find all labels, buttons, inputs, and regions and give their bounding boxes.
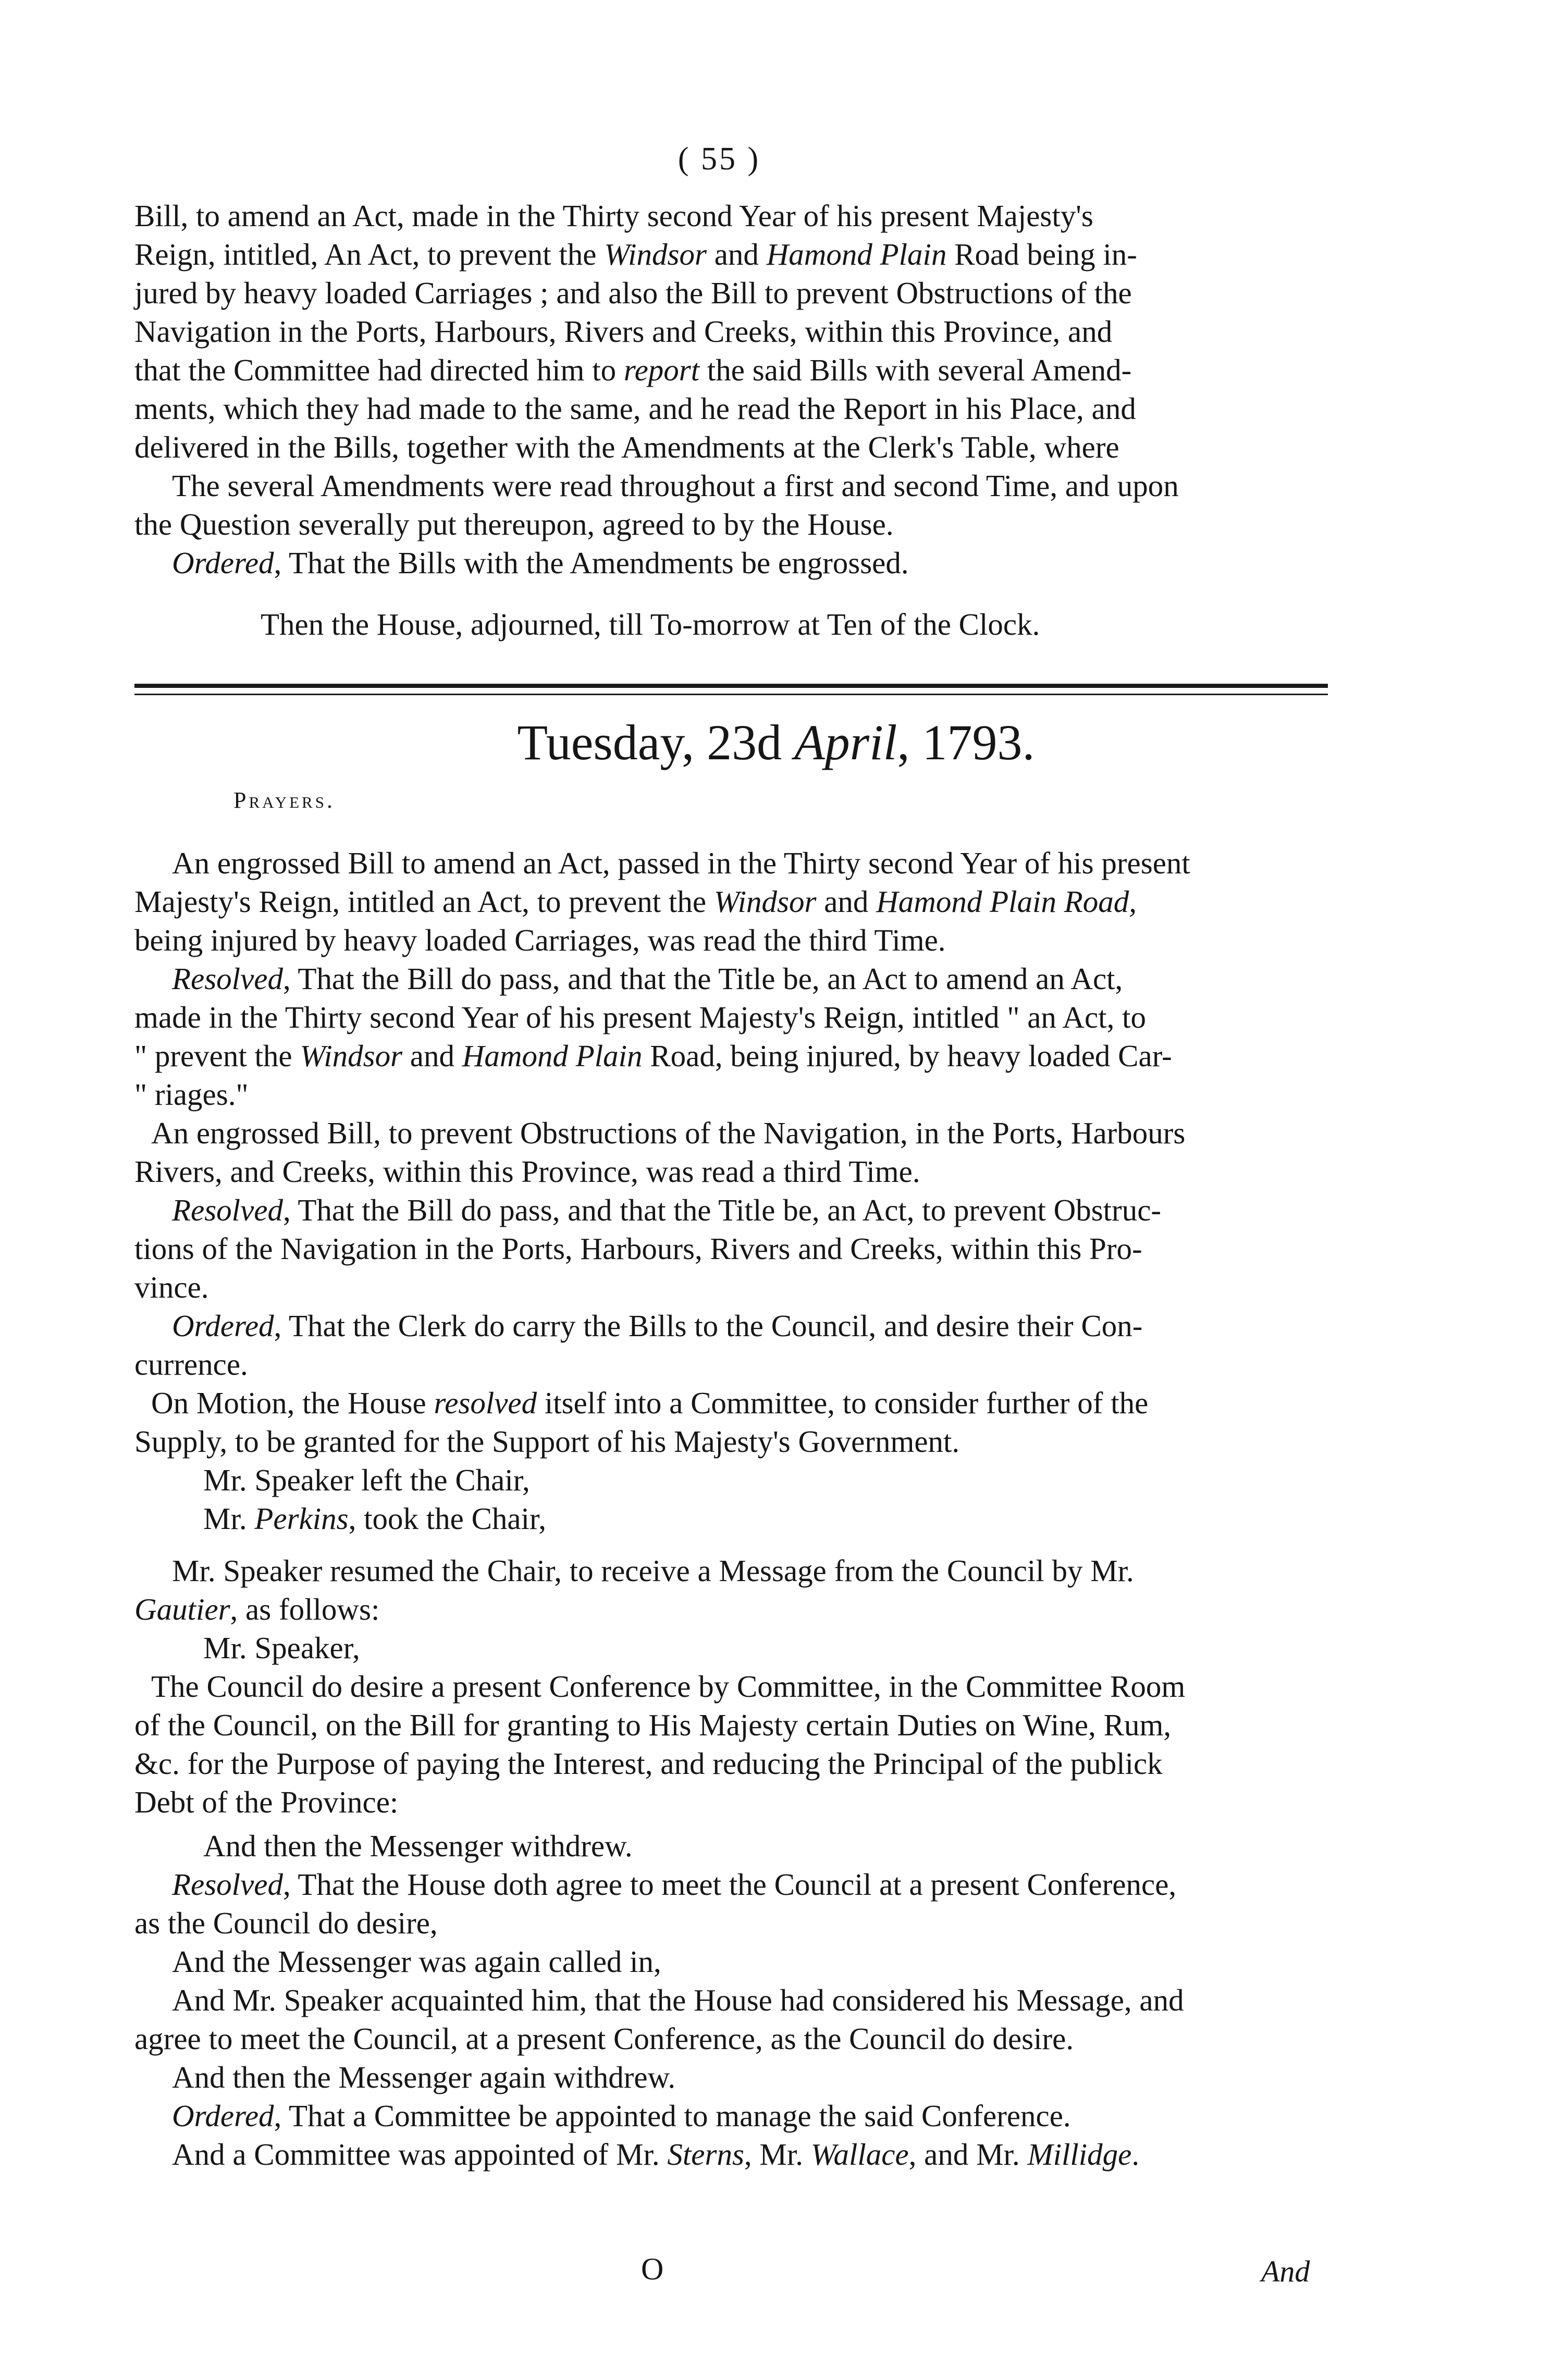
- text-segment: and: [402, 1039, 462, 1073]
- text-segment: the Question severally put thereupon, agreed to by the House.: [134, 507, 894, 541]
- session-date-heading: [0, 714, 1552, 771]
- italic-text: resolved: [434, 1386, 537, 1420]
- text-segment: An engrossed Bill, to prevent Obstructions of the Navigation, in the Ports, Harbours: [151, 1116, 1186, 1150]
- page-number: ( 55 ): [678, 141, 761, 177]
- text-segment: , That the Bills with the Amendments be engrossed.: [274, 546, 909, 580]
- text-segment: The Council do desire a present Conference by Committee, in the Committee Room: [151, 1669, 1186, 1704]
- italic-text: Resolved: [172, 1193, 283, 1227]
- text-segment: And Mr. Speaker acquainted him, that the House had considered his Message, and: [172, 1983, 1184, 2017]
- text-segment: And a Committee was appointed of Mr.: [172, 2137, 668, 2172]
- dateline-weekday-day: Tuesday, 23d: [517, 714, 795, 770]
- italic-text: Windsor: [300, 1039, 403, 1073]
- text-segment: as the Council do desire,: [134, 1906, 438, 1940]
- text-line: [134, 998, 1146, 1036]
- text-line: [134, 883, 1137, 920]
- text-segment: Road being in-: [946, 237, 1137, 272]
- text-line: [134, 390, 1136, 427]
- italic-text: Ordered: [172, 546, 274, 580]
- text-segment: Bill, to amend an Act, made in the Thirty second Year of his present Majesty's: [134, 199, 1093, 233]
- text-line: [134, 1230, 1142, 1267]
- text-line: [172, 1307, 1142, 1345]
- text-line: [172, 467, 1179, 504]
- text-line: [134, 1904, 438, 1942]
- text-line: [151, 1668, 1185, 1705]
- text-line: [203, 1461, 530, 1499]
- text-line: [172, 1943, 661, 1980]
- text-segment: , That the House doth agree to meet the Council at a present Conference,: [282, 1867, 1177, 1902]
- text-line: [134, 1268, 209, 1306]
- text-line: [134, 1076, 249, 1113]
- text-segment: , That the Bill do pass, and that the Title be, an Act to amend an Act,: [282, 961, 1123, 996]
- text-line: [172, 2058, 675, 2096]
- text-segment: &c. for the Purpose of paying the Interest, and reducing the Principal of the publick: [134, 1746, 1163, 1781]
- text-line: [134, 505, 894, 543]
- text-segment: Rivers, and Creeks, within this Province, was read a third Time.: [134, 1154, 920, 1189]
- text-segment: Supply, to be granted for the Support of his Majesty's Government.: [134, 1424, 960, 1459]
- text-segment: , That a Committee be appointed to manage the said Conference.: [274, 2099, 1071, 2133]
- text-segment: Mr. Speaker,: [203, 1631, 360, 1665]
- text-segment: Mr.: [203, 1501, 255, 1536]
- text-segment: Mr. Speaker left the Chair,: [203, 1463, 530, 1497]
- text-line: [172, 2097, 1071, 2135]
- text-segment: of the Council, on the Bill for granting to His Majesty certain Duties on Wine, Rum,: [134, 1708, 1172, 1742]
- italic-text: Millidge: [1027, 2137, 1132, 2172]
- italic-text: Perkins: [254, 1501, 349, 1536]
- text-line: [134, 236, 1137, 273]
- signature-mark: O: [641, 2252, 664, 2286]
- text-line: [172, 1981, 1184, 2019]
- section-rule-thin: [134, 694, 1328, 695]
- italic-text: Gautier: [134, 1592, 230, 1626]
- text-segment: On Motion, the House: [151, 1386, 434, 1420]
- text-segment: An engrossed Bill to amend an Act, passed in the Thirty second Year of his present: [172, 846, 1190, 880]
- text-line: [134, 2020, 1074, 2057]
- text-line: [134, 1706, 1171, 1744]
- italic-text: Wallace: [810, 2137, 909, 2172]
- text-segment: vince.: [134, 1270, 209, 1304]
- text-segment: Majesty's Reign, intitled an Act, to prevent the: [134, 884, 714, 919]
- text-segment: the said Bills with several Amend-: [699, 353, 1132, 387]
- text-line: [172, 1191, 1161, 1229]
- text-segment: made in the Thirty second Year of his present Majesty's Reign, intitled " an Act, to: [134, 1000, 1146, 1034]
- text-segment: and: [706, 237, 767, 272]
- text-line: [134, 1153, 920, 1190]
- text-segment: agree to meet the Council, at a present Conference, as the Council do desire.: [134, 2021, 1074, 2056]
- text-segment: delivered in the Bills, together with the Amendments at the Clerk's Table, where: [134, 430, 1119, 464]
- text-line: [172, 960, 1123, 997]
- italic-text: Hamond Plain: [766, 237, 947, 272]
- italic-text: Resolved: [172, 1867, 283, 1902]
- italic-text: Hamond Plain Road,: [876, 884, 1137, 919]
- text-line: [134, 1037, 1172, 1075]
- text-segment: " prevent the: [134, 1039, 300, 1073]
- text-line: [151, 1114, 1185, 1152]
- text-segment: that the Committee had directed him to: [134, 353, 624, 387]
- text-line: [203, 1827, 633, 1865]
- text-line: [134, 921, 946, 959]
- italic-text: Windsor: [604, 237, 707, 272]
- text-line: [134, 428, 1119, 466]
- text-segment: tions of the Navigation in the Ports, Harbours, Rivers and Creeks, within this Pro-: [134, 1231, 1142, 1266]
- text-segment: , That the Clerk do carry the Bills to the Council, and desire their Con-: [274, 1309, 1143, 1343]
- text-segment: Mr. Speaker resumed the Chair, to receive a Message from the Council by Mr.: [172, 1553, 1134, 1588]
- text-line: [134, 1590, 379, 1628]
- text-segment: Then the House, adjourned, till To-morrow at Ten of the Clock.: [261, 607, 1040, 642]
- text-segment: Debt of the Province:: [134, 1785, 399, 1819]
- text-line: [172, 2136, 1139, 2173]
- text-line: [134, 313, 1112, 350]
- text-segment: Road, being injured, by heavy loaded Car-: [642, 1039, 1172, 1073]
- text-segment: currence.: [134, 1347, 248, 1382]
- text-line: [172, 844, 1190, 882]
- text-segment: being injured by heavy loaded Carriages, was read the third Time.: [134, 923, 946, 957]
- text-segment: The several Amendments were read throughout a first and second Time, and upon: [172, 468, 1179, 503]
- text-line: [203, 1500, 546, 1537]
- dateline-month: April: [794, 714, 897, 770]
- italic-text: Ordered: [172, 1309, 274, 1343]
- text-line: [172, 1552, 1134, 1589]
- text-line: [134, 1423, 959, 1460]
- text-line: [134, 274, 1132, 312]
- text-segment: Reign, intitled, An Act, to prevent the: [134, 237, 605, 272]
- text-line: [134, 197, 1093, 235]
- text-line: [172, 544, 909, 582]
- section-rule-thick: [134, 684, 1328, 688]
- italic-text: Ordered: [172, 2099, 274, 2133]
- dateline-year: , 1793.: [897, 714, 1035, 770]
- text-segment: And the Messenger was again called in,: [172, 1944, 661, 1979]
- text-line: [203, 1629, 360, 1667]
- text-segment: ments, which they had made to the same, and he read the Report in his Place, and: [134, 391, 1136, 426]
- text-segment: itself into a Committee, to consider further of the: [537, 1386, 1149, 1420]
- text-segment: And then the Messenger again withdrew.: [172, 2060, 676, 2094]
- italic-text: Hamond Plain: [462, 1039, 643, 1073]
- prayers-heading: Prayers.: [233, 787, 335, 813]
- text-segment: jured by heavy loaded Carriages ; and also the Bill to prevent Obstructions of the: [134, 276, 1132, 310]
- text-line: [261, 606, 1040, 643]
- text-segment: , That the Bill do pass, and that the Title be, an Act, to prevent Obstruc-: [282, 1193, 1162, 1227]
- text-segment: And then the Messenger withdrew.: [203, 1829, 633, 1863]
- text-line: [134, 351, 1131, 389]
- text-segment: , Mr.: [744, 2137, 811, 2172]
- italic-text: Sterns: [667, 2137, 744, 2172]
- text-line: [134, 1745, 1163, 1782]
- text-segment: , as follows:: [230, 1592, 380, 1626]
- text-segment: , took the Chair,: [348, 1501, 547, 1536]
- text-line: [134, 1783, 398, 1821]
- italic-text: Resolved: [172, 961, 283, 996]
- text-line: [151, 1384, 1148, 1422]
- text-segment: .: [1131, 2137, 1140, 2172]
- catchword: And: [1261, 2254, 1310, 2288]
- text-line: [172, 1866, 1176, 1903]
- text-segment: Navigation in the Ports, Harbours, Rivers and Creeks, within this Province, and: [134, 314, 1113, 349]
- text-segment: , and Mr.: [908, 2137, 1028, 2172]
- text-segment: " riages.": [134, 1077, 249, 1112]
- text-segment: and: [816, 884, 877, 919]
- italic-text: report: [623, 353, 700, 387]
- text-line: [134, 1346, 248, 1383]
- italic-text: Windsor: [713, 884, 817, 919]
